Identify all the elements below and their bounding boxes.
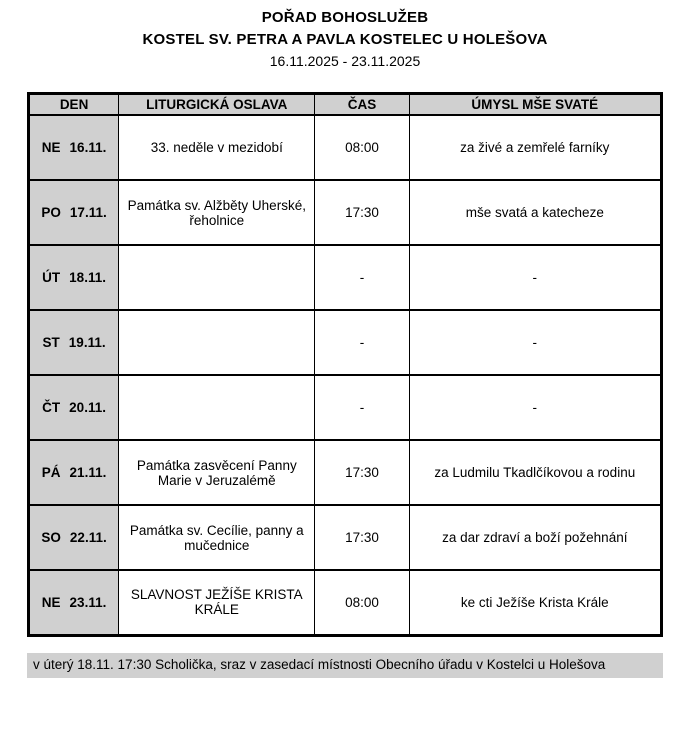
day-abbrev: ST [42, 335, 60, 350]
time-cell: 17:30 [315, 440, 409, 505]
day-abbrev: PÁ [41, 465, 61, 480]
intention-cell: - [409, 375, 661, 440]
day-abbrev: NE [41, 140, 61, 155]
announcement-note: v úterý 18.11. 17:30 Scholička, sraz v zasedací místnosti Obecního úřadu v Kostelci u Holešova [27, 653, 663, 678]
celebration-cell: Památka sv. Cecílie, panny a mučednice [119, 505, 315, 570]
day-date: 22.11. [69, 530, 107, 545]
table-row [29, 310, 662, 375]
intention-cell: - [409, 310, 661, 375]
date-range: 16.11.2025 - 23.11.2025 [269, 53, 421, 69]
services-table [27, 92, 663, 637]
day-abbrev: ČT [42, 400, 61, 415]
table-row [29, 570, 662, 635]
day-abbrev: PO [41, 205, 61, 220]
celebration-cell: Památka sv. Alžběty Uherské, řeholnice [119, 180, 315, 245]
day-date: 16.11. [69, 140, 107, 155]
table-header-row [29, 94, 662, 116]
intention-cell: mše svatá a katecheze [409, 180, 661, 245]
intention-cell: za Ludmilu Tkadlčíkovou a rodinu [409, 440, 661, 505]
column-header-time: ČAS [315, 94, 409, 116]
day-cell [29, 310, 119, 375]
time-cell: - [315, 310, 409, 375]
day-date: 21.11. [69, 465, 107, 480]
intention-cell: - [409, 245, 661, 310]
day-cell [29, 180, 119, 245]
day-abbrev: ÚT [42, 270, 61, 285]
intention-cell: za dar zdraví a boží požehnání [409, 505, 661, 570]
day-abbrev: SO [41, 530, 61, 545]
table-row [29, 115, 662, 180]
time-cell: - [315, 245, 409, 310]
intention-cell: za živé a zemřelé farníky [409, 115, 661, 180]
time-cell: 08:00 [315, 115, 409, 180]
time-cell: - [315, 375, 409, 440]
day-cell [29, 115, 119, 180]
day-date: 20.11. [69, 400, 106, 415]
column-header-intention: ÚMYSL MŠE SVATÉ [409, 94, 661, 116]
table-row [29, 375, 662, 440]
celebration-cell [119, 375, 315, 440]
celebration-cell [119, 245, 315, 310]
day-cell [29, 245, 119, 310]
celebration-cell: 33. neděle v mezidobí [119, 115, 315, 180]
celebration-cell: SLAVNOST JEŽÍŠE KRISTA KRÁLE [119, 570, 315, 635]
table-row [29, 180, 662, 245]
intention-cell: ke cti Ježíše Krista Krále [409, 570, 661, 635]
day-date: 18.11. [69, 270, 106, 285]
church-name: KOSTEL SV. PETRA A PAVLA KOSTELEC U HOLEŠOVA [142, 31, 548, 48]
table-row [29, 440, 662, 505]
time-cell: 17:30 [315, 505, 409, 570]
table-row [29, 245, 662, 310]
day-cell [29, 570, 119, 635]
table-row [29, 505, 662, 570]
day-date: 17.11. [69, 205, 107, 220]
column-header-day: DEN [29, 94, 119, 116]
page-title: POŘAD BOHOSLUŽEB [261, 9, 429, 26]
celebration-cell [119, 310, 315, 375]
time-cell: 08:00 [315, 570, 409, 635]
day-cell [29, 505, 119, 570]
day-date: 23.11. [69, 594, 107, 610]
day-date: 19.11. [68, 335, 106, 350]
day-abbrev: NE [41, 594, 61, 610]
day-cell [29, 375, 119, 440]
document-header [0, 0, 690, 72]
celebration-cell: Památka zasvěcení Panny Marie v Jeruzalémě [119, 440, 315, 505]
day-cell [29, 440, 119, 505]
column-header-celebration: LITURGICKÁ OSLAVA [119, 94, 315, 116]
time-cell: 17:30 [315, 180, 409, 245]
